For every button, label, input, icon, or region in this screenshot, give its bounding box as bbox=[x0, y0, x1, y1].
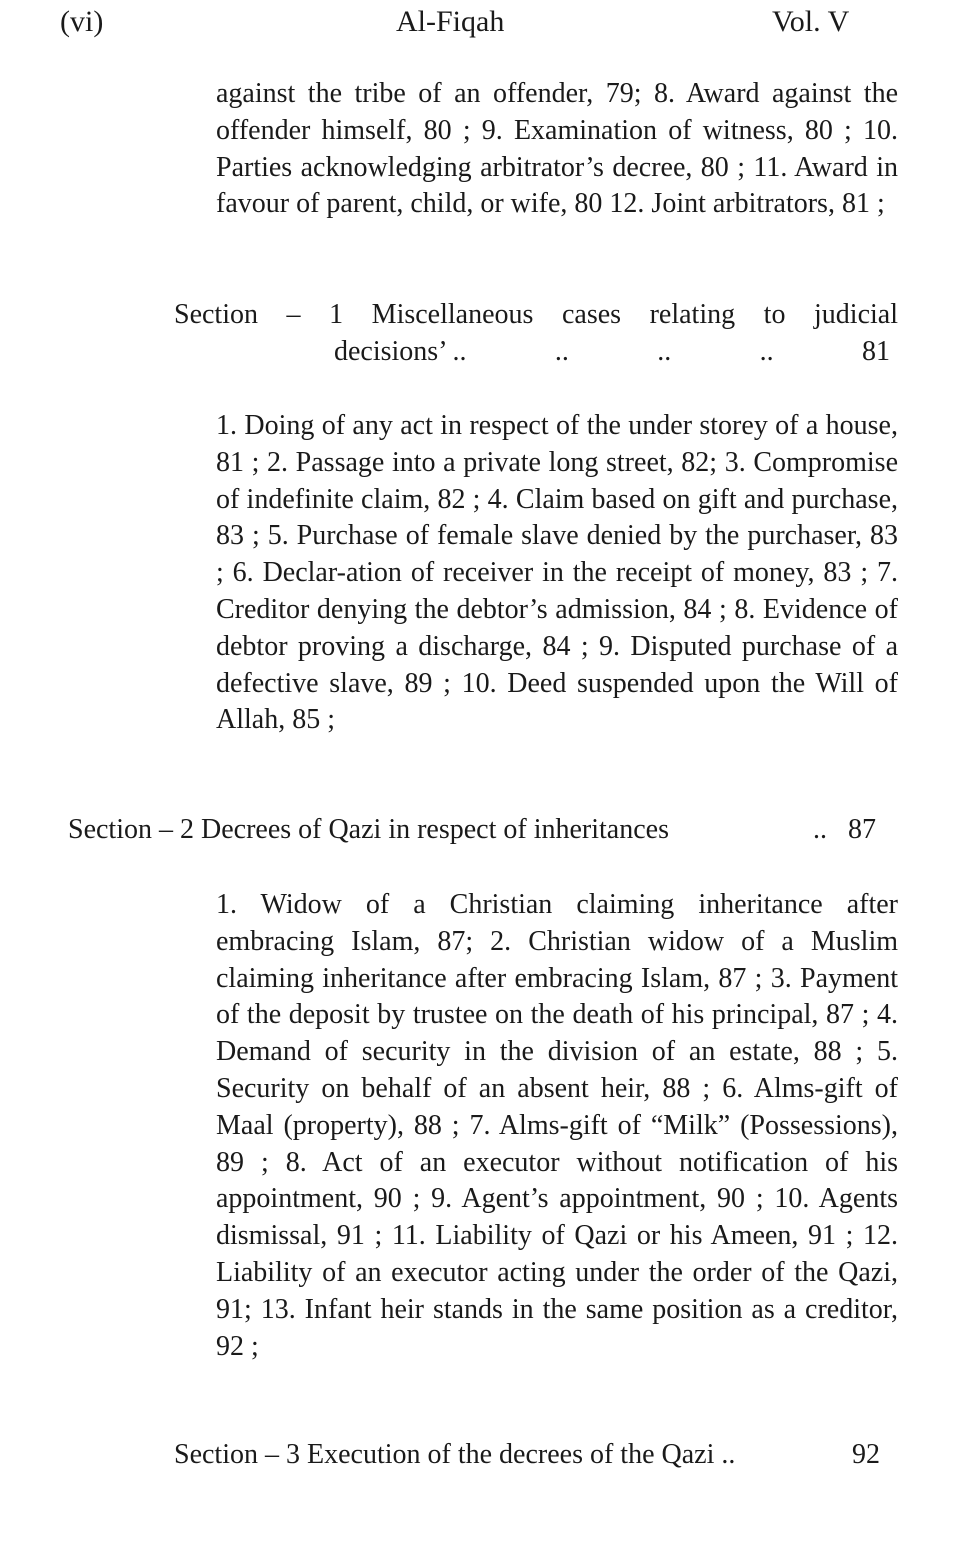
section-2-entries: 1. Widow of a Christian claiming inheritance after embracing Islam, 87; 2. Christian widow of a Muslim claiming inheritance after embracing Islam, 87 ; 3. Payment of the deposit by trustee on the death of his principal, 87 ; 4. Demand of security in the division of an estate, 88 ; 5. Security on behalf of an absent heir, 88 ; 6. Alms-gift of Maal (property), 88 ; 7. Alms-gift of “Milk” (Possessions), 89 ; 8. Act of an executor without notification of his appointment, 90 ; 9. Agent’s appointment, 90 ; 10. Agents dismissal, 91 ; 11. Liability of Qazi or his Ameen, 91 ; 12. Liability of an executor acting under the order of the Qazi, 91; 13. Infant heir stands in the same position as a creditor, 92 ; bbox=[216, 889, 898, 1362]
section-2-page: 87 bbox=[848, 814, 876, 845]
section-2-leader-and-page bbox=[813, 812, 876, 849]
page-number: (vi) bbox=[60, 5, 104, 38]
section-1-heading-continued bbox=[334, 334, 890, 371]
running-title: Al-Fiqah bbox=[396, 5, 505, 38]
section-1-page: 81 bbox=[861, 336, 890, 367]
section-1-heading: Section – 1 Miscellaneous cases relating to judicial bbox=[174, 299, 898, 330]
dot-leader: .. bbox=[759, 336, 774, 367]
volume-label: Vol. V bbox=[772, 5, 850, 38]
section-2-heading-row bbox=[68, 812, 876, 849]
continued-entries: against the tribe of an offender, 79; 8. Award against the offender himself, 80 ; 9. Examination of witness, 80 ; 10. Parties acknowledging arbitrator’s decree, 80 ; 11. Award in favour of parent, child, or wife, 80 12. Joint arbitrators, 81 ; bbox=[216, 78, 898, 220]
section-3-page: 92 bbox=[852, 1439, 880, 1470]
section-3-heading: Section – 3 Execution of the decrees of the Qazi .. bbox=[174, 1439, 736, 1470]
dot-leader: .. bbox=[813, 814, 827, 845]
dot-leader: .. bbox=[554, 336, 569, 367]
dot-leader: .. bbox=[657, 336, 672, 367]
section-3-heading-row bbox=[174, 1437, 880, 1474]
section-2-heading: Section – 2 Decrees of Qazi in respect of inheritances bbox=[68, 814, 669, 845]
section-1-entries: 1. Doing of any act in respect of the under storey of a house, 81 ; 2. Passage into a private long street, 82; 3. Compromise of indefinite claim, 82 ; 4. Claim based on gift and purchase, 83 ; 5. Purchase of female slave denied by the purchaser, 83 ; 6. Declar-ation of receiver in the receipt of money, 83 ; 7. Creditor denying the debtor’s admission, 84 ; 8. Evidence of debtor proving a discharge, 84 ; 9. Disputed purchase of a defective slave, 89 ; 10. Deed suspended upon the Will of Allah, 85 ; bbox=[216, 410, 898, 736]
section-1-heading-tail: decisions’ .. bbox=[334, 336, 467, 367]
